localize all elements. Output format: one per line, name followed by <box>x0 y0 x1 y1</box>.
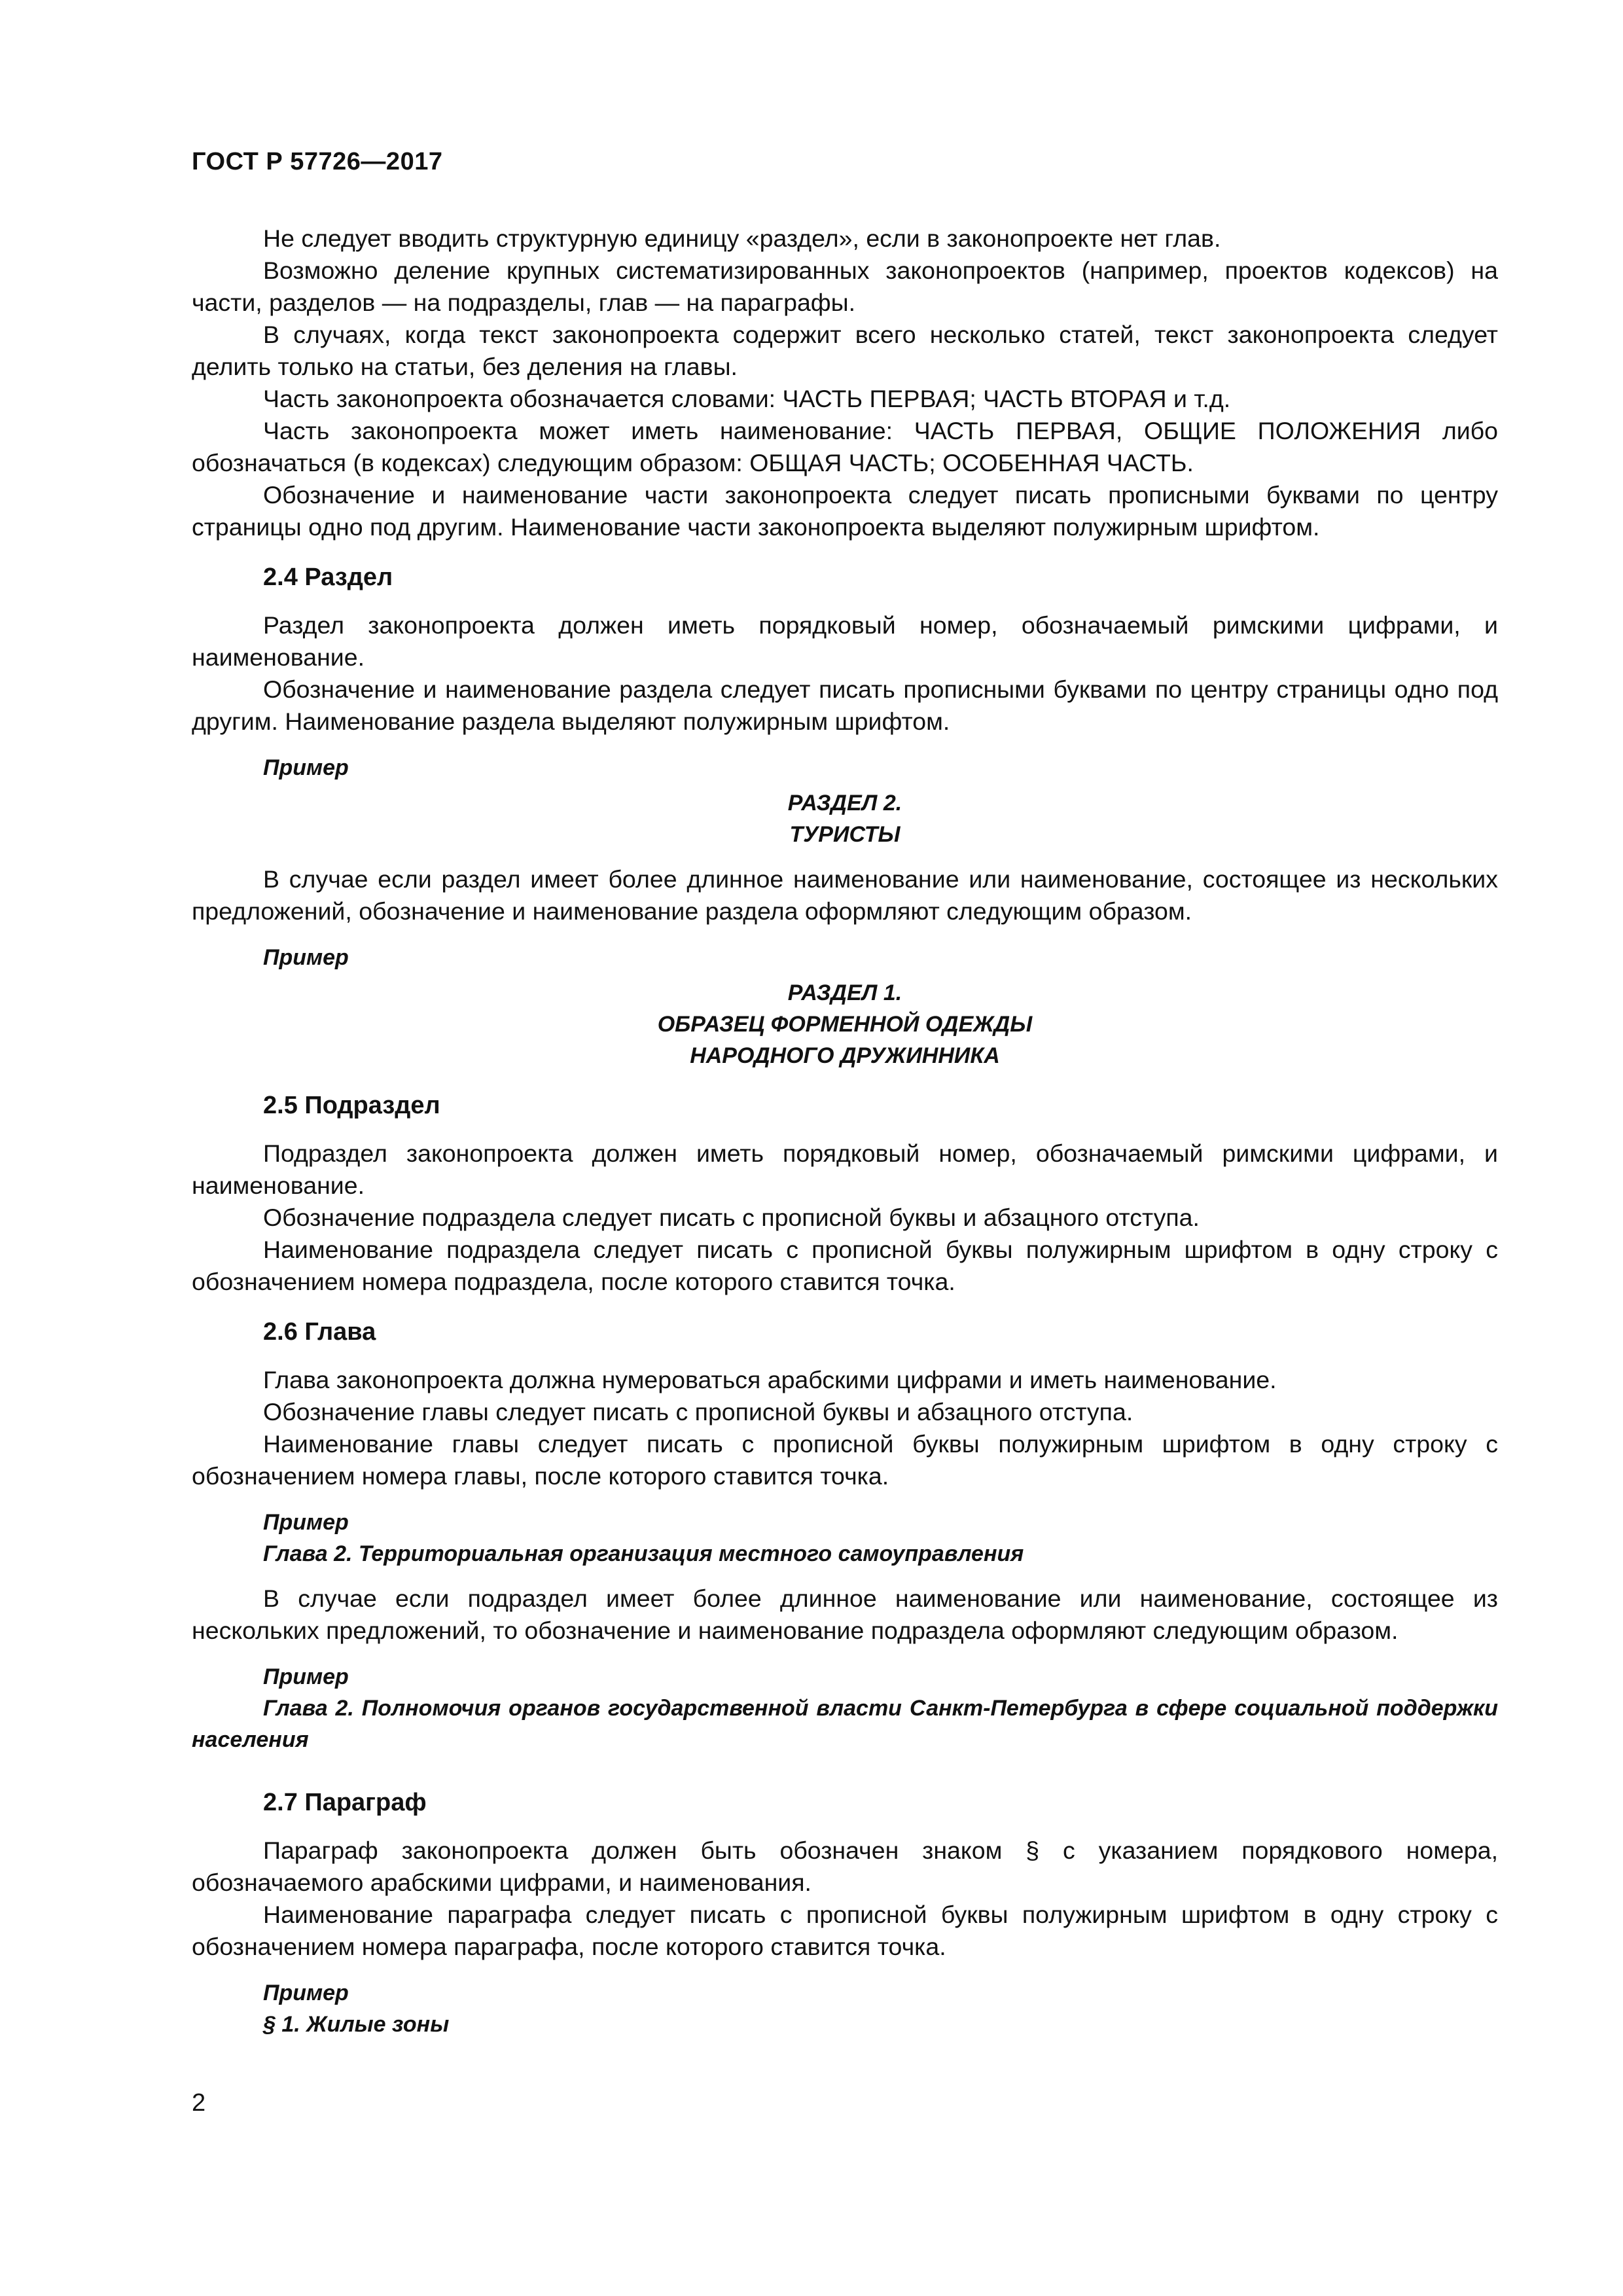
paragraph: Возможно деление крупных систематизированных законопроектов (например, проектов кодексов) на части, разделов — на подразделы, глав — на параграфы. <box>192 257 1498 316</box>
paragraph: Параграф законопроекта должен быть обозначен знаком § с указанием порядкового номера, обозначаемого арабскими цифрами, и наименования. <box>192 1837 1498 1896</box>
paragraph: В случае если подраздел имеет более длинное наименование или наименование, состоящее из нескольких предложений, то обозначение и наименование подраздела оформляют следующим образом. <box>192 1585 1498 1644</box>
example-text: § 1. Жилые зоны <box>263 2012 450 2037</box>
example-block <box>192 977 1498 1071</box>
document-header: ГОСТ Р 57726—2017 <box>192 148 443 175</box>
paragraph: Раздел законопроекта должен иметь порядковый номер, обозначаемый римскими цифрами, и наименование. <box>192 611 1498 671</box>
example-label: Пример <box>263 1981 349 2005</box>
section-heading-2-5: 2.5 Подраздел <box>263 1092 440 1119</box>
paragraph: Часть законопроекта может иметь наименование: ЧАСТЬ ПЕРВАЯ, ОБЩИЕ ПОЛОЖЕНИЯ либо обозначаться (в кодексах) следующим образом: ОБЩАЯ ЧАСТЬ; ОСОБЕННАЯ ЧАСТЬ. <box>192 417 1498 476</box>
section-heading-2-6: 2.6 Глава <box>263 1318 376 1346</box>
example-line: РАЗДЕЛ 1. <box>787 980 902 1005</box>
paragraph: Наименование главы следует писать с прописной буквы полужирным шрифтом в одну строку с обозначением номера главы, после которого ставится точка. <box>192 1430 1498 1490</box>
example-text: Глава 2. Полномочия органов государственной власти Санкт-Петербурга в сфере социальной поддержки населения <box>192 1696 1498 1752</box>
paragraph: Часть законопроекта обозначается словами: ЧАСТЬ ПЕРВАЯ; ЧАСТЬ ВТОРАЯ и т.д. <box>263 385 1231 412</box>
paragraph: Обозначение главы следует писать с прописной буквы и абзацного отступа. <box>263 1398 1133 1426</box>
example-label: Пример <box>263 945 349 970</box>
example-label: Пример <box>263 1664 349 1689</box>
paragraph: Обозначение и наименование части законопроекта следует писать прописными буквами по центру страницы одно под другим. Наименование части законопроекта выделяют полужирным шрифтом. <box>192 481 1498 541</box>
example-line: ОБРАЗЕЦ ФОРМЕННОЙ ОДЕЖДЫ <box>657 1012 1033 1037</box>
paragraph: В случаях, когда текст законопроекта содержит всего несколько статей, текст законопроекта следует делить только на статьи, без деления на главы. <box>192 321 1498 380</box>
example-line: РАЗДЕЛ 2. <box>787 791 902 816</box>
document-body <box>192 223 1498 2053</box>
example-label: Пример <box>263 755 349 780</box>
section-heading-2-7: 2.7 Параграф <box>263 1789 427 1816</box>
page-number: 2 <box>192 2089 206 2117</box>
example-block <box>192 787 1498 850</box>
example-text: Глава 2. Территориальная организация местного самоуправления <box>263 1541 1024 1566</box>
example-label: Пример <box>263 1510 349 1535</box>
paragraph: Обозначение подраздела следует писать с прописной буквы и абзацного отступа. <box>263 1204 1200 1231</box>
example-line: НАРОДНОГО ДРУЖИННИКА <box>690 1043 1000 1068</box>
paragraph: Наименование параграфа следует писать с прописной буквы полужирным шрифтом в одну строку с обозначением номера параграфа, после которого ставится точка. <box>192 1901 1498 1960</box>
paragraph: Наименование подраздела следует писать с прописной буквы полужирным шрифтом в одну строку с обозначением номера подраздела, после которого ставится точка. <box>192 1236 1498 1295</box>
paragraph: В случае если раздел имеет более длинное наименование или наименование, состоящее из нескольких предложений, обозначение и наименование раздела оформляют следующим образом. <box>192 865 1498 925</box>
paragraph: Глава законопроекта должна нумероваться арабскими цифрами и иметь наименование. <box>263 1366 1277 1393</box>
section-heading-2-4: 2.4 Раздел <box>263 564 393 591</box>
paragraph: Не следует вводить структурную единицу «раздел», если в законопроекте нет глав. <box>263 224 1221 252</box>
paragraph: Подраздел законопроекта должен иметь порядковый номер, обозначаемый римскими цифрами, и наименование. <box>192 1139 1498 1199</box>
example-line: ТУРИСТЫ <box>789 822 901 847</box>
paragraph: Обозначение и наименование раздела следует писать прописными буквами по центру страницы одно под другим. Наименование раздела выделяют полужирным шрифтом. <box>192 675 1498 735</box>
